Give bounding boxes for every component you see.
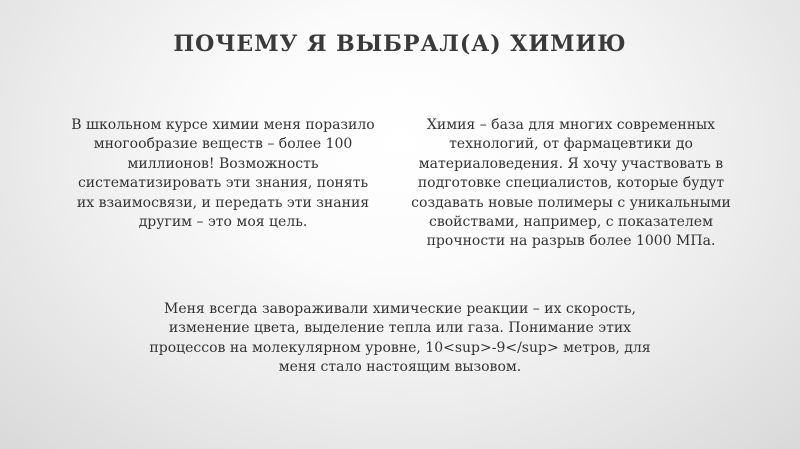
bottom-paragraph bbox=[100, 300, 700, 378]
paragraph-line: их взаимосвязи, и передать эти знания bbox=[76, 194, 370, 211]
paragraph-line: изменение цвета, выделение тепла или газа. Понимание этих bbox=[168, 320, 632, 337]
paragraph-line: свойствами, например, с показателем bbox=[429, 214, 713, 231]
paragraph-line: В школьном курсе химии меня поразило bbox=[71, 117, 375, 133]
paragraph-line: технологий, от фармацевтики до bbox=[449, 136, 693, 153]
paragraph-line: многообразие веществ – более 100 bbox=[93, 136, 353, 153]
paragraph-line: материаловедения. Я хочу участвовать в bbox=[418, 155, 724, 172]
paragraph-line: другим – это моя цель. bbox=[138, 214, 308, 231]
paragraph-line: прочности на разрыв более 1000 МПа. bbox=[426, 233, 716, 250]
slide-title: ПОЧЕМУ Я ВЫБРАЛ(А) ХИМИЮ bbox=[173, 31, 627, 57]
paragraph-line: систематизировать эти знания, понять bbox=[77, 175, 369, 192]
paragraph-line: Меня всегда завораживали химические реакции – их скорость, bbox=[163, 301, 636, 317]
left-paragraph bbox=[48, 116, 398, 232]
paragraph-line: подготовке специалистов, которые будут bbox=[417, 175, 725, 192]
paragraph-line: Химия – база для многих современных bbox=[426, 117, 716, 133]
right-paragraph bbox=[396, 116, 746, 252]
paragraph-line: меня стало настоящим вызовом. bbox=[278, 359, 522, 376]
paragraph-line: процессов на молекулярном уровне, 10<sup>-9</sup> метров, для bbox=[149, 339, 651, 356]
paragraph-line: создавать новые полимеры с уникальными bbox=[411, 194, 731, 211]
paragraph-line: миллионов! Возможность bbox=[127, 155, 319, 172]
